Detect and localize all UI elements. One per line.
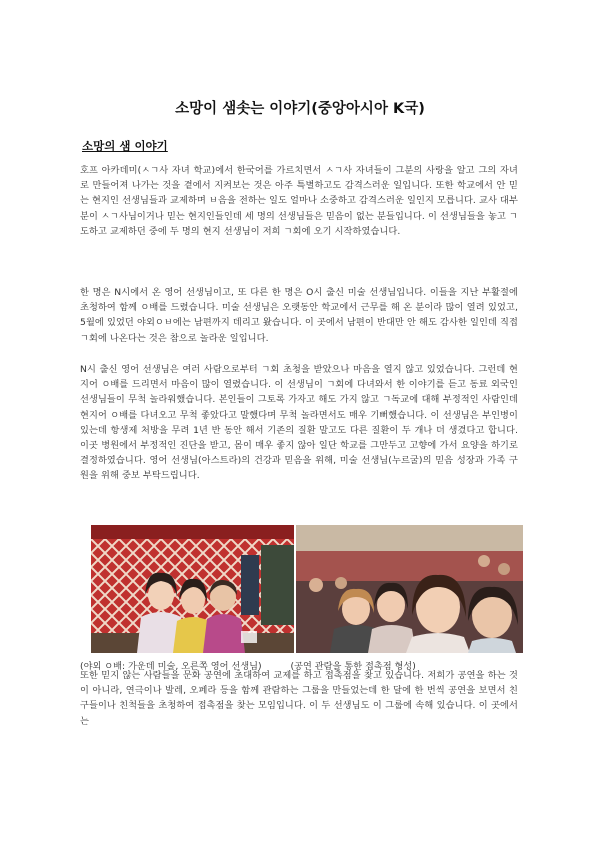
outdoor-worship-photo <box>91 525 294 653</box>
theater-group-photo <box>296 525 523 653</box>
caption-right: (공연 관람을 통한 접촉점 형성) <box>290 661 416 672</box>
caption-left: (야외 ㅇ배: 가운데 미술, 오른쪽 영어 선생님) <box>80 661 262 672</box>
paragraph-1: 호프 아카데미(ㅅㄱ사 자녀 학교)에서 한국어를 가르치면서 ㅅㄱ사 자녀들이 그분의 사랑을 알고 그의 자녀로 만들어져 나가는 것을 곁에서 지켜보는 것은 아주 특별하고도 감격스러운 일입니다. 또한 학교에서 안 믿는 현지인 선생님들과 교제하며 ㅂ음을 전하는 일도 얼마나 소중하고 감격스러운 일인지 모릅니다. 교사 대부분이 ㅅㄱ사님이거나 믿는 현지인들인데 세 명의 선생님들은 믿음이 없는 분들입니다. 이 선생님들을 놓고 ㄱ도하고 교제하던 중에 두 명의 현지 선생님이 저희 ㄱ회에 오기 시작하였습니다. <box>80 165 518 237</box>
page-title: 소망이 샘솟는 이야기(중앙아시아 K국) <box>175 101 425 117</box>
paragraph-4: 또한 믿지 않는 사람들을 문화 공연에 초대하여 교제를 하고 접촉점을 찾고 있습니다. 저희가 공연을 하는 것이 아니라, 연극이나 발레, 오페라 등을 함께 관람하는 그룹을 만들었는데 한 달에 한 번씩 공연을 보면서 친구들이나 친척들을 초청하여 접촉점을 찾는 모임입니다. 이 두 선생님도 이 그룹에 속해 있습니다. 이 곳에서는 <box>80 670 518 727</box>
paragraph-2: 한 명은 N시에서 온 영어 선생님이고, 또 다른 한 명은 O시 출신 미술 선생님입니다. 이들을 지난 부활절에 초청하여 함께 ㅇ배를 드렸습니다. 미술 선생님은 오랫동안 학교에서 근무를 해 온 분이라 많이 열려 있었고, 5월에 있었던 야외ㅇㅂ에는 남편까지 데리고 왔습니다. 이 곳에서 남편이 반대만 안 해도 감사한 일인데 직접 ㄱ회에 나온다는 것은 참으로 놀라운 일입니다. <box>80 287 518 344</box>
section-heading: 소망의 샘 이야기 <box>82 139 168 153</box>
paragraph-3: N시 출신 영어 선생님은 여러 사람으로부터 ㄱ회 초청을 받았으나 마음을 열지 않고 있었습니다. 그런데 현지어 ㅇ배를 드리면서 마음이 많이 열렸습니다. 이 선생님이 ㄱ회에 다녀와서 한 이야기를 듣고 동료 외국인 선생님들이 무척 놀라워했습니다. 본인들이 그토록 가자고 해도 가지 않고 ㄱ독교에 대해 부정적인 사람인데 현지어 ㅇ배를 다녀오고 무척 좋았다고 말했다며 무척 놀라면서도 매우 기뻐했습니다. 이 선생님은 부인병이 있는데 항생제 처방을 무려 1년 반 동안 해서 기존의 질환 말고도 다른 질환이 두 개나 더 생겼다고 합니다. 이곳 병원에서 부정적인 진단을 받고, 몸이 매우 좋지 않아 일단 학교를 그만두고 고향에 가서 요양을 하기로 결정하였습니다. 영어 선생님(아스트라)의 건강과 믿음을 위해, 미술 선생님(누르굴)의 믿음 성장과 가족 구원을 위해 중보 부탁드립니다. <box>80 364 518 482</box>
